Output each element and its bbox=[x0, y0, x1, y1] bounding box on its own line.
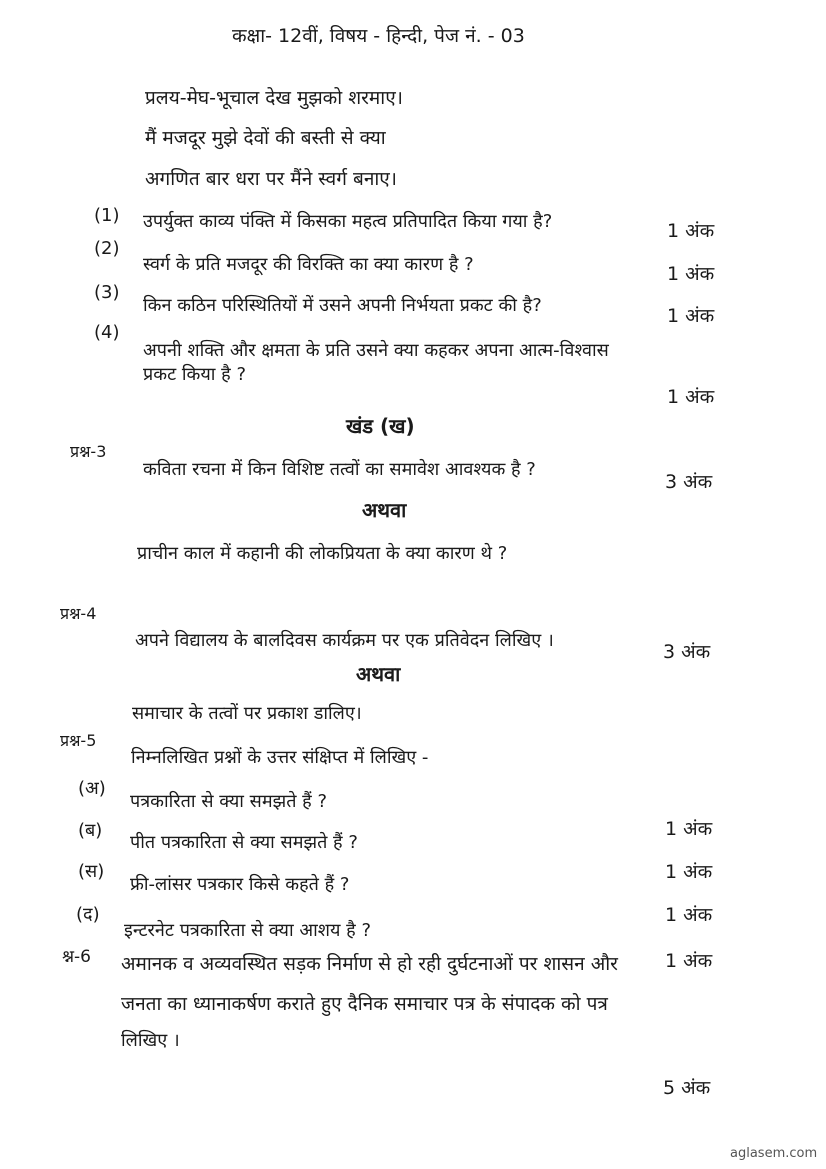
q5-label: प्रश्न-5 bbox=[60, 731, 97, 750]
subq-1-marks: 1 अंक bbox=[667, 220, 715, 242]
subq-3-number: (3) bbox=[94, 282, 120, 303]
q5-d-text: इन्टरनेट पत्रकारिता से क्या आशय है ? bbox=[124, 920, 371, 941]
subq-1-number: (1) bbox=[94, 205, 120, 226]
q6-line-1: अमानक व अव्यवस्थित सड़क निर्माण से हो रही दुर्घटनाओं पर शासन और bbox=[121, 953, 618, 975]
q6-marks: 5 अंक bbox=[663, 1077, 711, 1099]
subq-2-number: (2) bbox=[94, 238, 120, 259]
q5-c-text: फ्री-लांसर पत्रकार किसे कहते हैं ? bbox=[130, 874, 350, 895]
q4-marks: 3 अंक bbox=[663, 641, 711, 663]
watermark: aglasem.com bbox=[730, 1146, 818, 1161]
subq-4-text-line2: प्रकट किया है ? bbox=[143, 364, 247, 385]
subq-4-text-line1: अपनी शक्ति और क्षमता के प्रति उसने क्या कहकर अपना आत्म-विश्वास bbox=[143, 340, 609, 361]
subq-3-marks: 1 अंक bbox=[667, 305, 715, 327]
q5-a-number: (अ) bbox=[78, 778, 106, 799]
q4-alt-text: समाचार के तत्वों पर प्रकाश डालिए। bbox=[132, 703, 362, 724]
subq-4-number: (4) bbox=[94, 322, 120, 343]
subq-2-marks: 1 अंक bbox=[667, 263, 715, 285]
q4-text: अपने विद्यालय के बालदिवस कार्यक्रम पर एक प्रतिवेदन लिखिए । bbox=[135, 630, 554, 651]
page-header: कक्षा- 12वीं, विषय - हिन्दी, पेज नं. - 03 bbox=[232, 25, 525, 47]
subq-3-text: किन कठिन परिस्थितियों में उसने अपनी निर्भयता प्रकट की है? bbox=[143, 295, 542, 316]
poem-line-1: प्रलय-मेघ-भूचाल देख मुझको शरमाए। bbox=[145, 87, 403, 109]
subq-1-text: उपर्युक्त काव्य पंक्ति में किसका महत्व प्रतिपादित किया गया है? bbox=[143, 211, 553, 232]
q4-or: अथवा bbox=[356, 662, 401, 686]
q5-a-marks: 1 अंक bbox=[665, 818, 713, 840]
section-b-title: खंड (ख) bbox=[346, 414, 415, 438]
q5-c-marks: 1 अंक bbox=[665, 904, 713, 926]
q5-b-marks: 1 अंक bbox=[665, 861, 713, 883]
q3-label: प्रश्न-3 bbox=[70, 442, 107, 461]
q3-alt-text: प्राचीन काल में कहानी की लोकप्रियता के क्या कारण थे ? bbox=[137, 543, 508, 564]
q3-marks: 3 अंक bbox=[665, 471, 713, 493]
q3-or: अथवा bbox=[362, 498, 407, 522]
q5-b-number: (ब) bbox=[78, 820, 103, 841]
q6-label: श्न-6 bbox=[62, 947, 91, 967]
poem-line-3: अगणित बार धरा पर मैंने स्वर्ग बनाए। bbox=[145, 168, 398, 190]
q3-text: कविता रचना में किन विशिष्ट तत्वों का समावेश आवश्यक है ? bbox=[143, 459, 536, 480]
q5-b-text: पीत पत्रकारिता से क्या समझते हैं ? bbox=[130, 832, 358, 853]
q6-line-2: जनता का ध्यानाकर्षण कराते हुए दैनिक समाचार पत्र के संपादक को पत्र bbox=[121, 993, 608, 1015]
subq-2-text: स्वर्ग के प्रति मजदूर की विरक्ति का क्या कारण है ? bbox=[143, 254, 474, 275]
q5-text: निम्नलिखित प्रश्नों के उत्तर संक्षिप्त में लिखिए - bbox=[131, 747, 429, 768]
subq-4-marks: 1 अंक bbox=[667, 386, 715, 408]
q5-a-text: पत्रकारिता से क्या समझते हैं ? bbox=[130, 791, 328, 812]
poem-line-2: मैं मजदूर मुझे देवों की बस्ती से क्या bbox=[145, 127, 386, 149]
q4-label: प्रश्न-4 bbox=[60, 604, 97, 623]
q6-line-3: लिखिए । bbox=[121, 1030, 180, 1051]
q5-c-number: (स) bbox=[78, 861, 105, 882]
q5-d-number: (द) bbox=[76, 904, 100, 925]
q5-d-marks: 1 अंक bbox=[665, 950, 713, 972]
